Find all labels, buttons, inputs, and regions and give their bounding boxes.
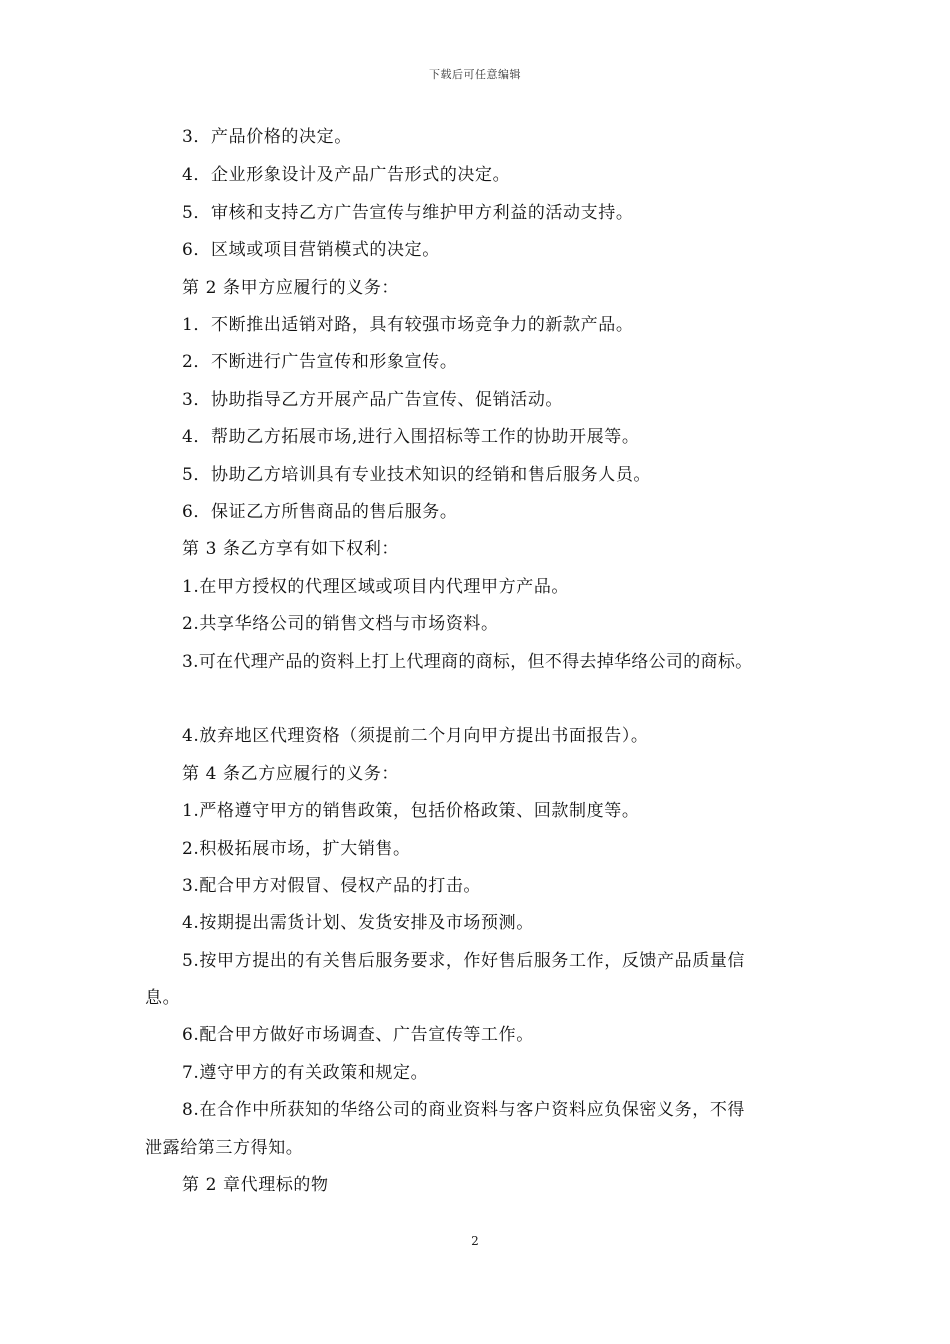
paragraph-line: 3.可在代理产品的资料上打上代理商的商标，但不得去掉华络公司的商标。	[182, 652, 753, 672]
paragraph-line: 8.在合作中所获知的华络公司的商业资料与客户资料应负保密义务，不得	[182, 1100, 746, 1120]
paragraph-line: 3．协助指导乙方开展产品广告宣传、促销活动。	[182, 390, 564, 410]
page-header: 下载后可任意编辑	[429, 68, 521, 81]
section-heading: 第 3 条乙方享有如下权利：	[182, 539, 400, 559]
paragraph-line: 7.遵守甲方的有关政策和规定。	[182, 1063, 429, 1083]
paragraph-line: 泄露给第三方得知。	[145, 1138, 304, 1158]
paragraph-line: 1．不断推出适销对路，具有较强市场竞争力的新款产品。	[182, 315, 634, 335]
paragraph-line: 5．审核和支持乙方广告宣传与维护甲方利益的活动支持。	[182, 203, 634, 223]
paragraph-line: 4．企业形象设计及产品广告形式的决定。	[182, 165, 511, 185]
paragraph-line: 2.积极拓展市场，扩大销售。	[182, 839, 411, 859]
paragraph-line: 4.放弃地区代理资格（须提前二个月向甲方提出书面报告）。	[182, 726, 649, 746]
paragraph-line: 5．协助乙方培训具有专业技术知识的经销和售后服务人员。	[182, 465, 652, 485]
paragraph-line: 3．产品价格的决定。	[182, 127, 352, 147]
paragraph-line: 6．区域或项目营销模式的决定。	[182, 240, 440, 260]
page-number: 2	[471, 1234, 479, 1248]
paragraph-line: 6．保证乙方所售商品的售后服务。	[182, 502, 458, 522]
paragraph-line: 5.按甲方提出的有关售后服务要求，作好售后服务工作，反馈产品质量信	[182, 951, 746, 971]
paragraph-line: 息。	[145, 988, 181, 1008]
paragraph-line: 1.严格遵守甲方的销售政策，包括价格政策、回款制度等。	[182, 801, 640, 821]
paragraph-line: 4.按期提出需货计划、发货安排及市场预测。	[182, 913, 534, 933]
paragraph-line: 3.配合甲方对假冒、侵权产品的打击。	[182, 876, 482, 896]
paragraph-line: 2.共享华络公司的销售文档与市场资料。	[182, 614, 499, 634]
paragraph-line: 6.配合甲方做好市场调查、广告宣传等工作。	[182, 1025, 534, 1045]
paragraph-line: 1.在甲方授权的代理区域或项目内代理甲方产品。	[182, 577, 570, 597]
chapter-heading: 第 2 章代理标的物	[182, 1175, 329, 1195]
section-heading: 第 2 条甲方应履行的义务：	[182, 278, 400, 298]
paragraph-line: 4．帮助乙方拓展市场,进行入围招标等工作的协助开展等。	[182, 427, 640, 447]
section-heading: 第 4 条乙方应履行的义务：	[182, 764, 400, 784]
paragraph-line: 2．不断进行广告宣传和形象宣传。	[182, 352, 458, 372]
